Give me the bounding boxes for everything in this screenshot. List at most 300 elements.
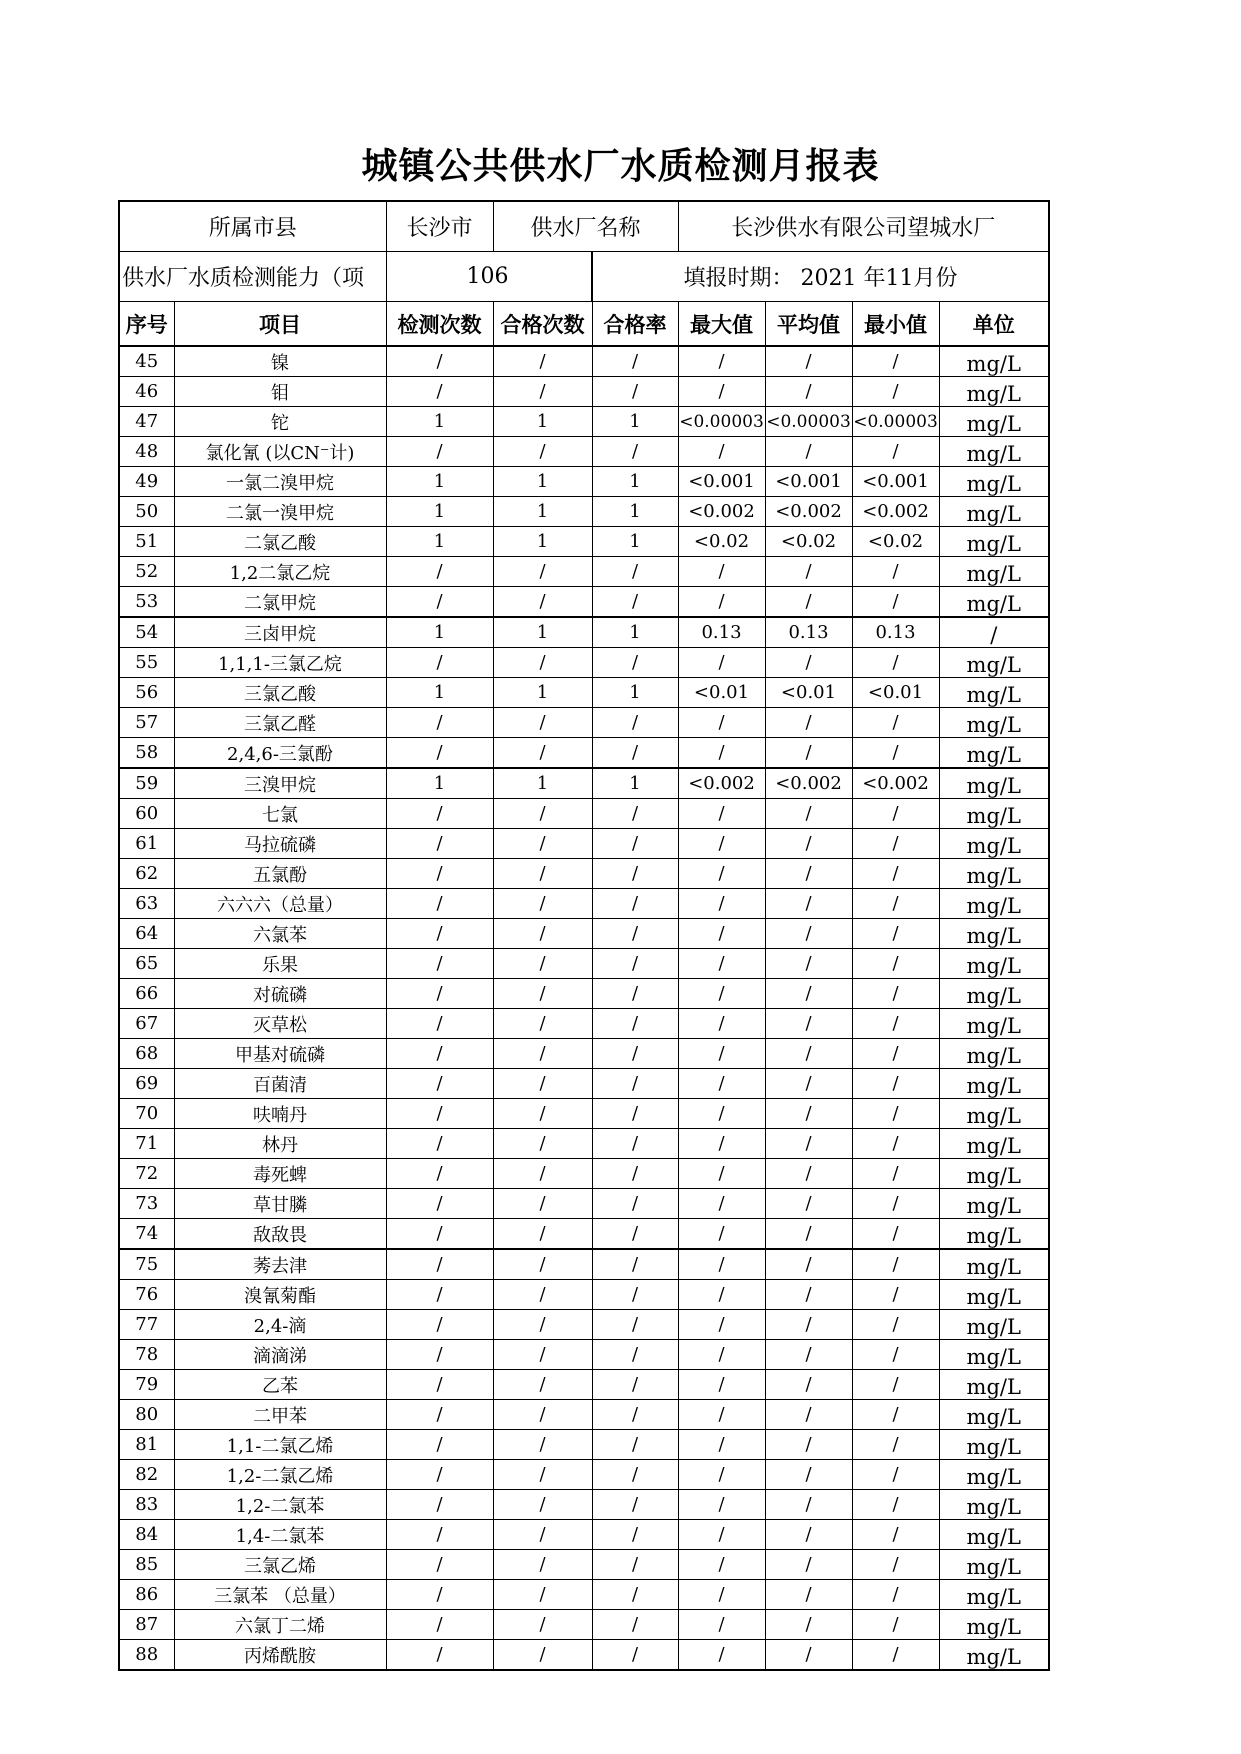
- avg-value: /: [765, 738, 852, 769]
- test-count: /: [386, 949, 493, 979]
- pass-rate: /: [592, 1370, 678, 1400]
- row-number: 45: [119, 346, 174, 377]
- table-row: [119, 919, 1049, 949]
- min-value: /: [852, 1280, 939, 1310]
- table-row: [119, 1129, 1049, 1159]
- table-row: [119, 377, 1049, 407]
- item-name: 滴滴涕: [174, 1340, 386, 1370]
- pass-count: /: [493, 1069, 592, 1099]
- row-number: 54: [119, 617, 174, 648]
- pass-rate: /: [592, 648, 678, 678]
- item-name: 钼: [174, 377, 386, 407]
- pass-count: 1: [493, 497, 592, 527]
- unit: mg/L: [939, 467, 1049, 497]
- pass-rate: /: [592, 1400, 678, 1430]
- unit: mg/L: [939, 768, 1049, 799]
- item-name: 林丹: [174, 1129, 386, 1159]
- min-value: /: [852, 1009, 939, 1039]
- test-count: /: [386, 1460, 493, 1490]
- pass-rate: /: [592, 1219, 678, 1250]
- unit: mg/L: [939, 1039, 1049, 1069]
- item-name: 灭草松: [174, 1009, 386, 1039]
- min-value: /: [852, 799, 939, 829]
- row-number: 73: [119, 1189, 174, 1219]
- test-count: /: [386, 346, 493, 377]
- row-number: 62: [119, 859, 174, 889]
- unit: mg/L: [939, 346, 1049, 377]
- table-row: [119, 1159, 1049, 1189]
- pass-count: /: [493, 829, 592, 859]
- row-number: 80: [119, 1400, 174, 1430]
- pass-count: /: [493, 889, 592, 919]
- avg-value: /: [765, 346, 852, 377]
- pass-count: /: [493, 648, 592, 678]
- min-value: /: [852, 346, 939, 377]
- min-value: /: [852, 1039, 939, 1069]
- test-count: /: [386, 1129, 493, 1159]
- max-value: <0.001: [678, 467, 765, 497]
- item-name: 三卤甲烷: [174, 617, 386, 648]
- unit: mg/L: [939, 859, 1049, 889]
- min-value: <0.002: [852, 497, 939, 527]
- table-row: [119, 1370, 1049, 1400]
- row-number: 81: [119, 1430, 174, 1460]
- table-row: [119, 1400, 1049, 1430]
- table-row: [119, 1039, 1049, 1069]
- max-value: /: [678, 1460, 765, 1490]
- pass-rate: /: [592, 1189, 678, 1219]
- table-row: [119, 467, 1049, 497]
- item-name: 1,2二氯乙烷: [174, 557, 386, 587]
- table-row: [119, 889, 1049, 919]
- header-passes: 合格次数: [493, 302, 592, 347]
- max-value: /: [678, 1640, 765, 1671]
- header-rate: 合格率: [592, 302, 678, 347]
- pass-rate: /: [592, 1460, 678, 1490]
- min-value: /: [852, 1189, 939, 1219]
- pass-count: /: [493, 708, 592, 738]
- unit: mg/L: [939, 919, 1049, 949]
- item-name: 1,2-二氯苯: [174, 1490, 386, 1520]
- header-item: 项目: [174, 302, 386, 347]
- test-count: /: [386, 1069, 493, 1099]
- row-number: 60: [119, 799, 174, 829]
- row-number: 88: [119, 1640, 174, 1671]
- test-count: /: [386, 738, 493, 769]
- avg-value: /: [765, 1310, 852, 1340]
- unit: mg/L: [939, 1490, 1049, 1520]
- max-value: /: [678, 1430, 765, 1460]
- max-value: /: [678, 437, 765, 467]
- avg-value: /: [765, 1280, 852, 1310]
- pass-rate: /: [592, 587, 678, 618]
- row-number: 86: [119, 1580, 174, 1610]
- min-value: /: [852, 1400, 939, 1430]
- avg-value: /: [765, 1460, 852, 1490]
- row-number: 84: [119, 1520, 174, 1550]
- min-value: /: [852, 1129, 939, 1159]
- pass-count: /: [493, 1640, 592, 1671]
- table-row: [119, 799, 1049, 829]
- unit: mg/L: [939, 1280, 1049, 1310]
- test-count: 1: [386, 527, 493, 557]
- table-row: [119, 557, 1049, 587]
- item-name: 2,4,6-三氯酚: [174, 738, 386, 769]
- unit: mg/L: [939, 979, 1049, 1009]
- row-number: 63: [119, 889, 174, 919]
- pass-rate: 1: [592, 497, 678, 527]
- table-row: [119, 1430, 1049, 1460]
- item-name: 一氯二溴甲烷: [174, 467, 386, 497]
- pass-rate: /: [592, 1039, 678, 1069]
- unit: mg/L: [939, 1159, 1049, 1189]
- unit: mg/L: [939, 1370, 1049, 1400]
- pass-count: /: [493, 1219, 592, 1250]
- table-row: [119, 1460, 1049, 1490]
- unit: mg/L: [939, 648, 1049, 678]
- unit: mg/L: [939, 1189, 1049, 1219]
- pass-rate: /: [592, 1640, 678, 1671]
- max-value: /: [678, 1009, 765, 1039]
- item-name: 二氯甲烷: [174, 587, 386, 618]
- row-number: 87: [119, 1610, 174, 1640]
- max-value: /: [678, 889, 765, 919]
- unit: mg/L: [939, 678, 1049, 708]
- pass-count: /: [493, 1039, 592, 1069]
- avg-value: /: [765, 1069, 852, 1099]
- min-value: /: [852, 1460, 939, 1490]
- avg-value: /: [765, 1009, 852, 1039]
- min-value: /: [852, 979, 939, 1009]
- test-count: /: [386, 1370, 493, 1400]
- avg-value: /: [765, 1340, 852, 1370]
- pass-rate: /: [592, 738, 678, 769]
- pass-rate: /: [592, 1069, 678, 1099]
- min-value: <0.02: [852, 527, 939, 557]
- table-row: [119, 1490, 1049, 1520]
- unit: mg/L: [939, 557, 1049, 587]
- max-value: /: [678, 1490, 765, 1520]
- item-name: 对硫磷: [174, 979, 386, 1009]
- item-name: 三氯乙烯: [174, 1550, 386, 1580]
- pass-rate: /: [592, 859, 678, 889]
- row-number: 52: [119, 557, 174, 587]
- pass-count: 1: [493, 527, 592, 557]
- pass-count: /: [493, 1520, 592, 1550]
- item-name: 马拉硫磷: [174, 829, 386, 859]
- row-number: 50: [119, 497, 174, 527]
- table-row: [119, 1009, 1049, 1039]
- avg-value: /: [765, 1189, 852, 1219]
- county-value: 长沙市: [386, 201, 493, 252]
- pass-rate: /: [592, 708, 678, 738]
- max-value: <0.002: [678, 768, 765, 799]
- pass-rate: /: [592, 1340, 678, 1370]
- pass-count: /: [493, 738, 592, 769]
- pass-rate: 1: [592, 467, 678, 497]
- max-value: /: [678, 1189, 765, 1219]
- unit: mg/L: [939, 1640, 1049, 1671]
- avg-value: /: [765, 1520, 852, 1550]
- min-value: /: [852, 437, 939, 467]
- item-name: 五氯酚: [174, 859, 386, 889]
- item-name: 乐果: [174, 949, 386, 979]
- table-row: [119, 949, 1049, 979]
- min-value: /: [852, 1310, 939, 1340]
- max-value: /: [678, 1400, 765, 1430]
- pass-rate: /: [592, 1310, 678, 1340]
- header-min: 最小值: [852, 302, 939, 347]
- row-number: 85: [119, 1550, 174, 1580]
- min-value: /: [852, 1099, 939, 1129]
- item-name: 二氯一溴甲烷: [174, 497, 386, 527]
- pass-rate: /: [592, 799, 678, 829]
- row-number: 65: [119, 949, 174, 979]
- pass-count: /: [493, 919, 592, 949]
- plant-value: 长沙供水有限公司望城水厂: [678, 201, 1049, 252]
- min-value: /: [852, 557, 939, 587]
- max-value: /: [678, 648, 765, 678]
- row-number: 55: [119, 648, 174, 678]
- avg-value: /: [765, 1640, 852, 1671]
- test-count: 1: [386, 407, 493, 437]
- pass-count: /: [493, 1280, 592, 1310]
- min-value: <0.002: [852, 768, 939, 799]
- unit: mg/L: [939, 1400, 1049, 1430]
- unit: mg/L: [939, 1460, 1049, 1490]
- table-row: [119, 437, 1049, 467]
- table-row: [119, 1280, 1049, 1310]
- item-name: 1,1-二氯乙烯: [174, 1430, 386, 1460]
- unit: mg/L: [939, 1580, 1049, 1610]
- item-name: 氯化氰 (以CN⁻计): [174, 437, 386, 467]
- row-number: 78: [119, 1340, 174, 1370]
- table-row: [119, 979, 1049, 1009]
- min-value: /: [852, 1249, 939, 1280]
- test-count: /: [386, 1580, 493, 1610]
- min-value: /: [852, 889, 939, 919]
- pass-count: /: [493, 1460, 592, 1490]
- avg-value: /: [765, 1039, 852, 1069]
- min-value: /: [852, 919, 939, 949]
- avg-value: <0.001: [765, 467, 852, 497]
- pass-count: /: [493, 1490, 592, 1520]
- unit: mg/L: [939, 437, 1049, 467]
- avg-value: /: [765, 859, 852, 889]
- pass-count: /: [493, 859, 592, 889]
- unit: mg/L: [939, 587, 1049, 618]
- unit: mg/L: [939, 829, 1049, 859]
- min-value: /: [852, 377, 939, 407]
- table-row: [119, 1580, 1049, 1610]
- item-name: 1,2-二氯乙烯: [174, 1460, 386, 1490]
- max-value: /: [678, 1069, 765, 1099]
- max-value: /: [678, 708, 765, 738]
- item-name: 七氯: [174, 799, 386, 829]
- pass-rate: /: [592, 1099, 678, 1129]
- pass-count: /: [493, 557, 592, 587]
- table-row: [119, 1340, 1049, 1370]
- avg-value: /: [765, 377, 852, 407]
- row-number: 74: [119, 1219, 174, 1250]
- pass-count: /: [493, 437, 592, 467]
- avg-value: /: [765, 1129, 852, 1159]
- avg-value: /: [765, 949, 852, 979]
- row-number: 61: [119, 829, 174, 859]
- avg-value: /: [765, 1490, 852, 1520]
- max-value: <0.01: [678, 678, 765, 708]
- test-count: /: [386, 1520, 493, 1550]
- min-value: /: [852, 1219, 939, 1250]
- min-value: /: [852, 708, 939, 738]
- test-count: /: [386, 587, 493, 618]
- item-name: 六氯苯: [174, 919, 386, 949]
- max-value: /: [678, 949, 765, 979]
- unit: mg/L: [939, 1009, 1049, 1039]
- header-tests: 检测次数: [386, 302, 493, 347]
- min-value: <0.00003: [852, 407, 939, 437]
- header-row: [119, 302, 1049, 347]
- max-value: <0.02: [678, 527, 765, 557]
- pass-rate: 1: [592, 527, 678, 557]
- test-count: /: [386, 1249, 493, 1280]
- table-row: [119, 1069, 1049, 1099]
- row-number: 68: [119, 1039, 174, 1069]
- item-name: 草甘膦: [174, 1189, 386, 1219]
- row-number: 58: [119, 738, 174, 769]
- min-value: 0.13: [852, 617, 939, 648]
- min-value: /: [852, 859, 939, 889]
- avg-value: <0.002: [765, 497, 852, 527]
- unit: mg/L: [939, 889, 1049, 919]
- test-count: /: [386, 859, 493, 889]
- avg-value: /: [765, 919, 852, 949]
- header-avg: 平均值: [765, 302, 852, 347]
- pass-rate: /: [592, 437, 678, 467]
- min-value: /: [852, 1159, 939, 1189]
- pass-count: 1: [493, 617, 592, 648]
- test-count: /: [386, 557, 493, 587]
- pass-count: /: [493, 587, 592, 618]
- test-count: /: [386, 1310, 493, 1340]
- header-unit: 单位: [939, 302, 1049, 347]
- unit: mg/L: [939, 1219, 1049, 1250]
- row-number: 69: [119, 1069, 174, 1099]
- avg-value: /: [765, 889, 852, 919]
- pass-rate: 1: [592, 617, 678, 648]
- item-name: 百菌清: [174, 1069, 386, 1099]
- test-count: /: [386, 919, 493, 949]
- test-count: /: [386, 829, 493, 859]
- avg-value: /: [765, 1249, 852, 1280]
- item-name: 六氯丁二烯: [174, 1610, 386, 1640]
- min-value: /: [852, 648, 939, 678]
- max-value: /: [678, 1610, 765, 1640]
- min-value: <0.001: [852, 467, 939, 497]
- pass-rate: /: [592, 919, 678, 949]
- item-name: 镍: [174, 346, 386, 377]
- test-count: 1: [386, 617, 493, 648]
- test-count: /: [386, 437, 493, 467]
- pass-count: /: [493, 1189, 592, 1219]
- unit: mg/L: [939, 799, 1049, 829]
- pass-count: /: [493, 949, 592, 979]
- info-row-2: [119, 252, 1049, 302]
- pass-rate: /: [592, 949, 678, 979]
- table-row: [119, 1099, 1049, 1129]
- row-number: 64: [119, 919, 174, 949]
- item-name: 六六六（总量）: [174, 889, 386, 919]
- row-number: 53: [119, 587, 174, 618]
- max-value: /: [678, 1280, 765, 1310]
- unit: mg/L: [939, 527, 1049, 557]
- item-name: 毒死蜱: [174, 1159, 386, 1189]
- avg-value: /: [765, 1159, 852, 1189]
- unit: mg/L: [939, 407, 1049, 437]
- pass-rate: /: [592, 1129, 678, 1159]
- max-value: /: [678, 1159, 765, 1189]
- item-name: 敌敌畏: [174, 1219, 386, 1250]
- unit: mg/L: [939, 708, 1049, 738]
- pass-count: 1: [493, 768, 592, 799]
- pass-count: 1: [493, 467, 592, 497]
- item-name: 乙苯: [174, 1370, 386, 1400]
- test-count: /: [386, 1550, 493, 1580]
- table-row: [119, 1219, 1049, 1250]
- county-label: 所属市县: [119, 201, 386, 252]
- pass-count: 1: [493, 678, 592, 708]
- unit: mg/L: [939, 1340, 1049, 1370]
- max-value: /: [678, 1129, 765, 1159]
- row-number: 66: [119, 979, 174, 1009]
- pass-rate: /: [592, 1009, 678, 1039]
- pass-count: /: [493, 377, 592, 407]
- pass-rate: /: [592, 1580, 678, 1610]
- pass-count: 1: [493, 407, 592, 437]
- test-count: /: [386, 1640, 493, 1671]
- pass-rate: /: [592, 1430, 678, 1460]
- row-number: 79: [119, 1370, 174, 1400]
- max-value: /: [678, 829, 765, 859]
- test-count: /: [386, 799, 493, 829]
- row-number: 82: [119, 1460, 174, 1490]
- min-value: /: [852, 829, 939, 859]
- row-number: 71: [119, 1129, 174, 1159]
- max-value: 0.13: [678, 617, 765, 648]
- test-count: /: [386, 1400, 493, 1430]
- min-value: /: [852, 1430, 939, 1460]
- item-name: 二氯乙酸: [174, 527, 386, 557]
- item-name: 三氯苯 （总量）: [174, 1580, 386, 1610]
- info-row-1: [119, 201, 1049, 252]
- item-name: 三氯乙酸: [174, 678, 386, 708]
- pass-count: /: [493, 1159, 592, 1189]
- table-row: [119, 738, 1049, 769]
- table-row: [119, 859, 1049, 889]
- report-table: [118, 200, 1050, 1671]
- min-value: /: [852, 1520, 939, 1550]
- pass-rate: /: [592, 557, 678, 587]
- item-name: 溴氰菊酯: [174, 1280, 386, 1310]
- pass-rate: /: [592, 1280, 678, 1310]
- item-name: 二甲苯: [174, 1400, 386, 1430]
- avg-value: /: [765, 708, 852, 738]
- item-name: 三氯乙醛: [174, 708, 386, 738]
- pass-count: /: [493, 346, 592, 377]
- test-count: /: [386, 1159, 493, 1189]
- avg-value: 0.13: [765, 617, 852, 648]
- min-value: /: [852, 1340, 939, 1370]
